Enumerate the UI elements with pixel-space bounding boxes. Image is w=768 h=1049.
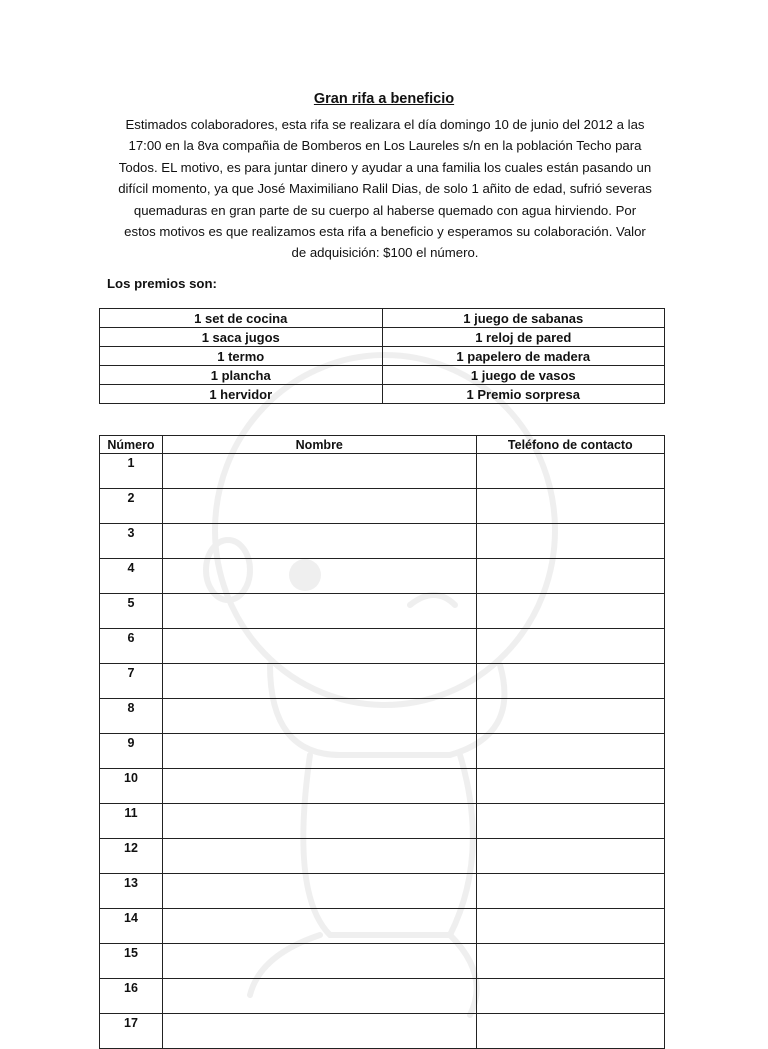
phone-cell[interactable] <box>476 594 664 629</box>
name-cell[interactable] <box>162 979 476 1014</box>
phone-cell[interactable] <box>476 664 664 699</box>
raffle-number: 2 <box>100 489 163 524</box>
intro-line: quemaduras en gran parte de su cuerpo al haberse quemado con agua hirviendo. Por <box>133 202 637 218</box>
intro-line: de adquisición: $100 el número. <box>291 245 479 261</box>
table-row <box>100 559 665 594</box>
raffle-number: 9 <box>100 734 163 769</box>
prize-cell: 1 Premio sorpresa <box>382 385 665 404</box>
table-row <box>100 979 665 1014</box>
name-cell[interactable] <box>162 489 476 524</box>
prize-row <box>100 366 665 385</box>
name-cell[interactable] <box>162 734 476 769</box>
header-telefono: Teléfono de contacto <box>476 436 664 454</box>
prize-cell: 1 hervidor <box>100 385 383 404</box>
name-cell[interactable] <box>162 944 476 979</box>
table-row <box>100 629 665 664</box>
name-cell[interactable] <box>162 559 476 594</box>
prize-row <box>100 347 665 366</box>
prize-cell: 1 termo <box>100 347 383 366</box>
table-row <box>100 769 665 804</box>
raffle-number: 11 <box>100 804 163 839</box>
raffle-number: 17 <box>100 1014 163 1049</box>
phone-cell[interactable] <box>476 944 664 979</box>
intro-line: Estimados colaboradores, esta rifa se realizara el día domingo 10 de junio del 2012 a las <box>125 117 645 132</box>
prize-cell: 1 juego de sabanas <box>382 309 665 328</box>
name-cell[interactable] <box>162 699 476 734</box>
phone-cell[interactable] <box>476 1014 664 1049</box>
name-cell[interactable] <box>162 594 476 629</box>
name-cell[interactable] <box>162 839 476 874</box>
prize-row <box>100 328 665 347</box>
raffle-number: 12 <box>100 839 163 874</box>
intro-line: difícil momento, ya que José Maximiliano Ralil Dias, de solo 1 añito de edad, sufrió severas <box>118 181 652 197</box>
raffle-header-row <box>100 436 665 454</box>
table-row <box>100 664 665 699</box>
raffle-number: 3 <box>100 524 163 559</box>
table-row <box>100 804 665 839</box>
table-row <box>100 489 665 524</box>
prize-cell: 1 saca jugos <box>100 328 383 347</box>
intro-line: Todos. EL motivo, es para juntar dinero y ayudar a una familia los cuales están pasando un <box>118 159 652 175</box>
raffle-number: 5 <box>100 594 163 629</box>
document-title: Gran rifa a beneficio <box>313 91 455 107</box>
name-cell[interactable] <box>162 909 476 944</box>
raffle-number: 15 <box>100 944 163 979</box>
raffle-number: 13 <box>100 874 163 909</box>
phone-cell[interactable] <box>476 559 664 594</box>
name-cell[interactable] <box>162 629 476 664</box>
table-row <box>100 874 665 909</box>
table-row <box>100 699 665 734</box>
raffle-number: 1 <box>100 454 163 489</box>
prize-cell: 1 plancha <box>100 366 383 385</box>
intro-paragraph <box>98 114 672 264</box>
prize-cell: 1 reloj de pared <box>382 328 665 347</box>
table-row <box>100 944 665 979</box>
raffle-number: 6 <box>100 629 163 664</box>
table-row <box>100 734 665 769</box>
raffle-number: 7 <box>100 664 163 699</box>
phone-cell[interactable] <box>476 979 664 1014</box>
raffle-number: 16 <box>100 979 163 1014</box>
table-row <box>100 839 665 874</box>
phone-cell[interactable] <box>476 839 664 874</box>
header-nombre: Nombre <box>162 436 476 454</box>
name-cell[interactable] <box>162 769 476 804</box>
name-cell[interactable] <box>162 804 476 839</box>
prize-row <box>100 385 665 404</box>
phone-cell[interactable] <box>476 734 664 769</box>
phone-cell[interactable] <box>476 699 664 734</box>
prize-cell: 1 juego de vasos <box>382 366 665 385</box>
name-cell[interactable] <box>162 664 476 699</box>
prizes-table <box>99 308 665 404</box>
table-row <box>100 909 665 944</box>
raffle-number: 4 <box>100 559 163 594</box>
phone-cell[interactable] <box>476 804 664 839</box>
intro-line: estos motivos es que realizamos esta rifa a beneficio y esperamos su colaboración. Valor <box>124 224 646 240</box>
raffle-number: 10 <box>100 769 163 804</box>
phone-cell[interactable] <box>476 454 664 489</box>
name-cell[interactable] <box>162 454 476 489</box>
raffle-rows <box>100 454 665 1049</box>
name-cell[interactable] <box>162 524 476 559</box>
raffle-number: 14 <box>100 909 163 944</box>
phone-cell[interactable] <box>476 524 664 559</box>
prize-cell: 1 set de cocina <box>100 309 383 328</box>
prizes-label: Los premios son: <box>107 276 217 291</box>
table-row <box>100 594 665 629</box>
prize-row <box>100 309 665 328</box>
prize-cell: 1 papelero de madera <box>382 347 665 366</box>
name-cell[interactable] <box>162 1014 476 1049</box>
intro-line: 17:00 en la 8va compañia de Bomberos en Los Laureles s/n en la población Techo para <box>128 138 642 154</box>
table-row <box>100 1014 665 1049</box>
name-cell[interactable] <box>162 874 476 909</box>
phone-cell[interactable] <box>476 874 664 909</box>
phone-cell[interactable] <box>476 629 664 664</box>
raffle-number: 8 <box>100 699 163 734</box>
header-numero: Número <box>100 436 163 454</box>
phone-cell[interactable] <box>476 909 664 944</box>
table-row <box>100 524 665 559</box>
raffle-table <box>99 435 665 1049</box>
phone-cell[interactable] <box>476 489 664 524</box>
table-row <box>100 454 665 489</box>
phone-cell[interactable] <box>476 769 664 804</box>
